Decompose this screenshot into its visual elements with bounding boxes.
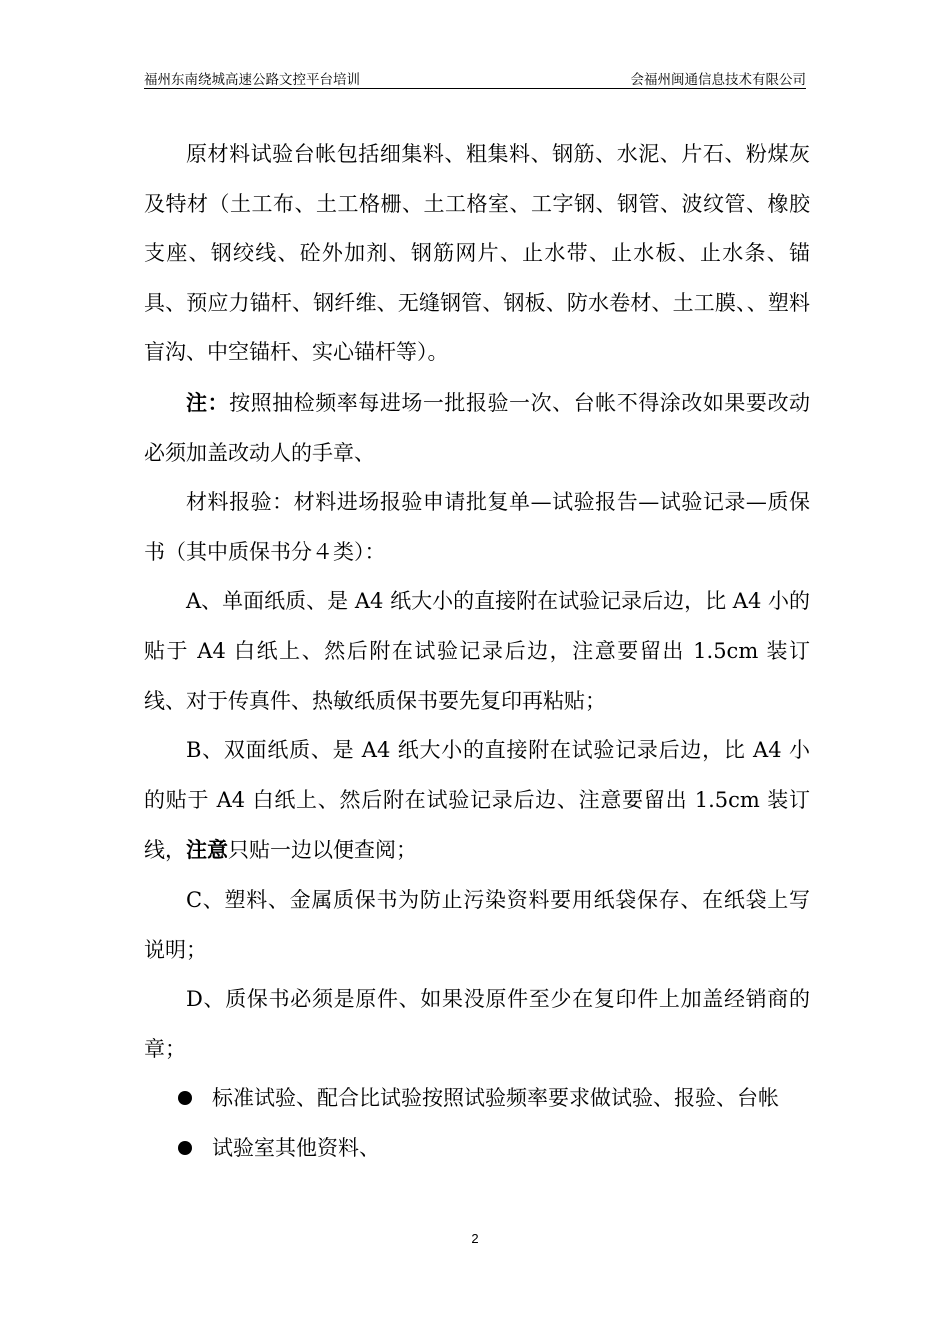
item-b-text: B、双面纸质、是 A4 纸大小的直接附在试验记录后边，比 A4 小的贴于 A4 白纸上、然后附在试验记录后边、注意要留出 1.5cm 装订线，	[144, 738, 810, 863]
paragraph-item-d: D、质保书必须是原件、如果没原件至少在复印件上加盖经销商的章；	[144, 987, 810, 1061]
paragraph-materials-ledger: 原材料试验台帐包括细集料、粗集料、钢筋、水泥、片石、粉煤灰及特材（土工布、土工格栅、土工格室、工字钢、钢管、波纹管、橡胶支座、钢绞线、砼外加剂、钢筋网片、止水带、止水板、止水条、锚具、预应力锚杆、钢纤维、无缝钢管、钢板、防水卷材、土工膜、、塑料盲沟、中空锚杆、实心锚杆等）。	[144, 142, 810, 365]
header-right-company: 会福州闽通信息技术有限公司	[630, 72, 806, 88]
paragraph-material-inspection: 材料报验：材料进场报验申请批复单—试验报告—试验记录—质保书（其中质保书分４类）：	[144, 490, 810, 564]
item-b-attention: 注意	[186, 837, 228, 863]
document-body	[144, 130, 810, 1173]
paragraph-item-b	[144, 726, 810, 876]
paragraph-item-a: A、单面纸质、是 A4 纸大小的直接附在试验记录后边，比 A4 小的贴于 A4 白纸上、然后附在试验记录后边，注意要留出 1.5cm 装订线、对于传真件、热敏纸质保书要先复印再粘贴；	[144, 589, 810, 713]
bullet-text: 标准试验、配合比试验按照试验频率要求做试验、报验、台帐	[212, 1086, 779, 1111]
bullet-dot-icon	[178, 1091, 192, 1105]
note-text: 按照抽检频率每进场一批报验一次、台帐不得涂改如果要改动必须加盖改动人的手章、	[144, 390, 811, 465]
paragraph-note	[144, 378, 810, 478]
bullet-item-standard-tests	[144, 1074, 810, 1124]
page-number: 2	[471, 1231, 479, 1246]
bullet-dot-icon	[178, 1141, 192, 1155]
header-left-title: 福州东南绕城高速公路文控平台培训	[144, 72, 360, 88]
item-b-end: 只贴一边以便查阅；	[228, 838, 417, 863]
note-label: 注：	[186, 389, 230, 415]
page-header	[144, 66, 806, 89]
bullet-item-lab-other	[144, 1124, 810, 1174]
paragraph-item-c: C、塑料、金属质保书为防止污染资料要用纸袋保存、在纸袋上写说明；	[144, 887, 810, 962]
bullet-text: 试验室其他资料、	[212, 1135, 380, 1160]
